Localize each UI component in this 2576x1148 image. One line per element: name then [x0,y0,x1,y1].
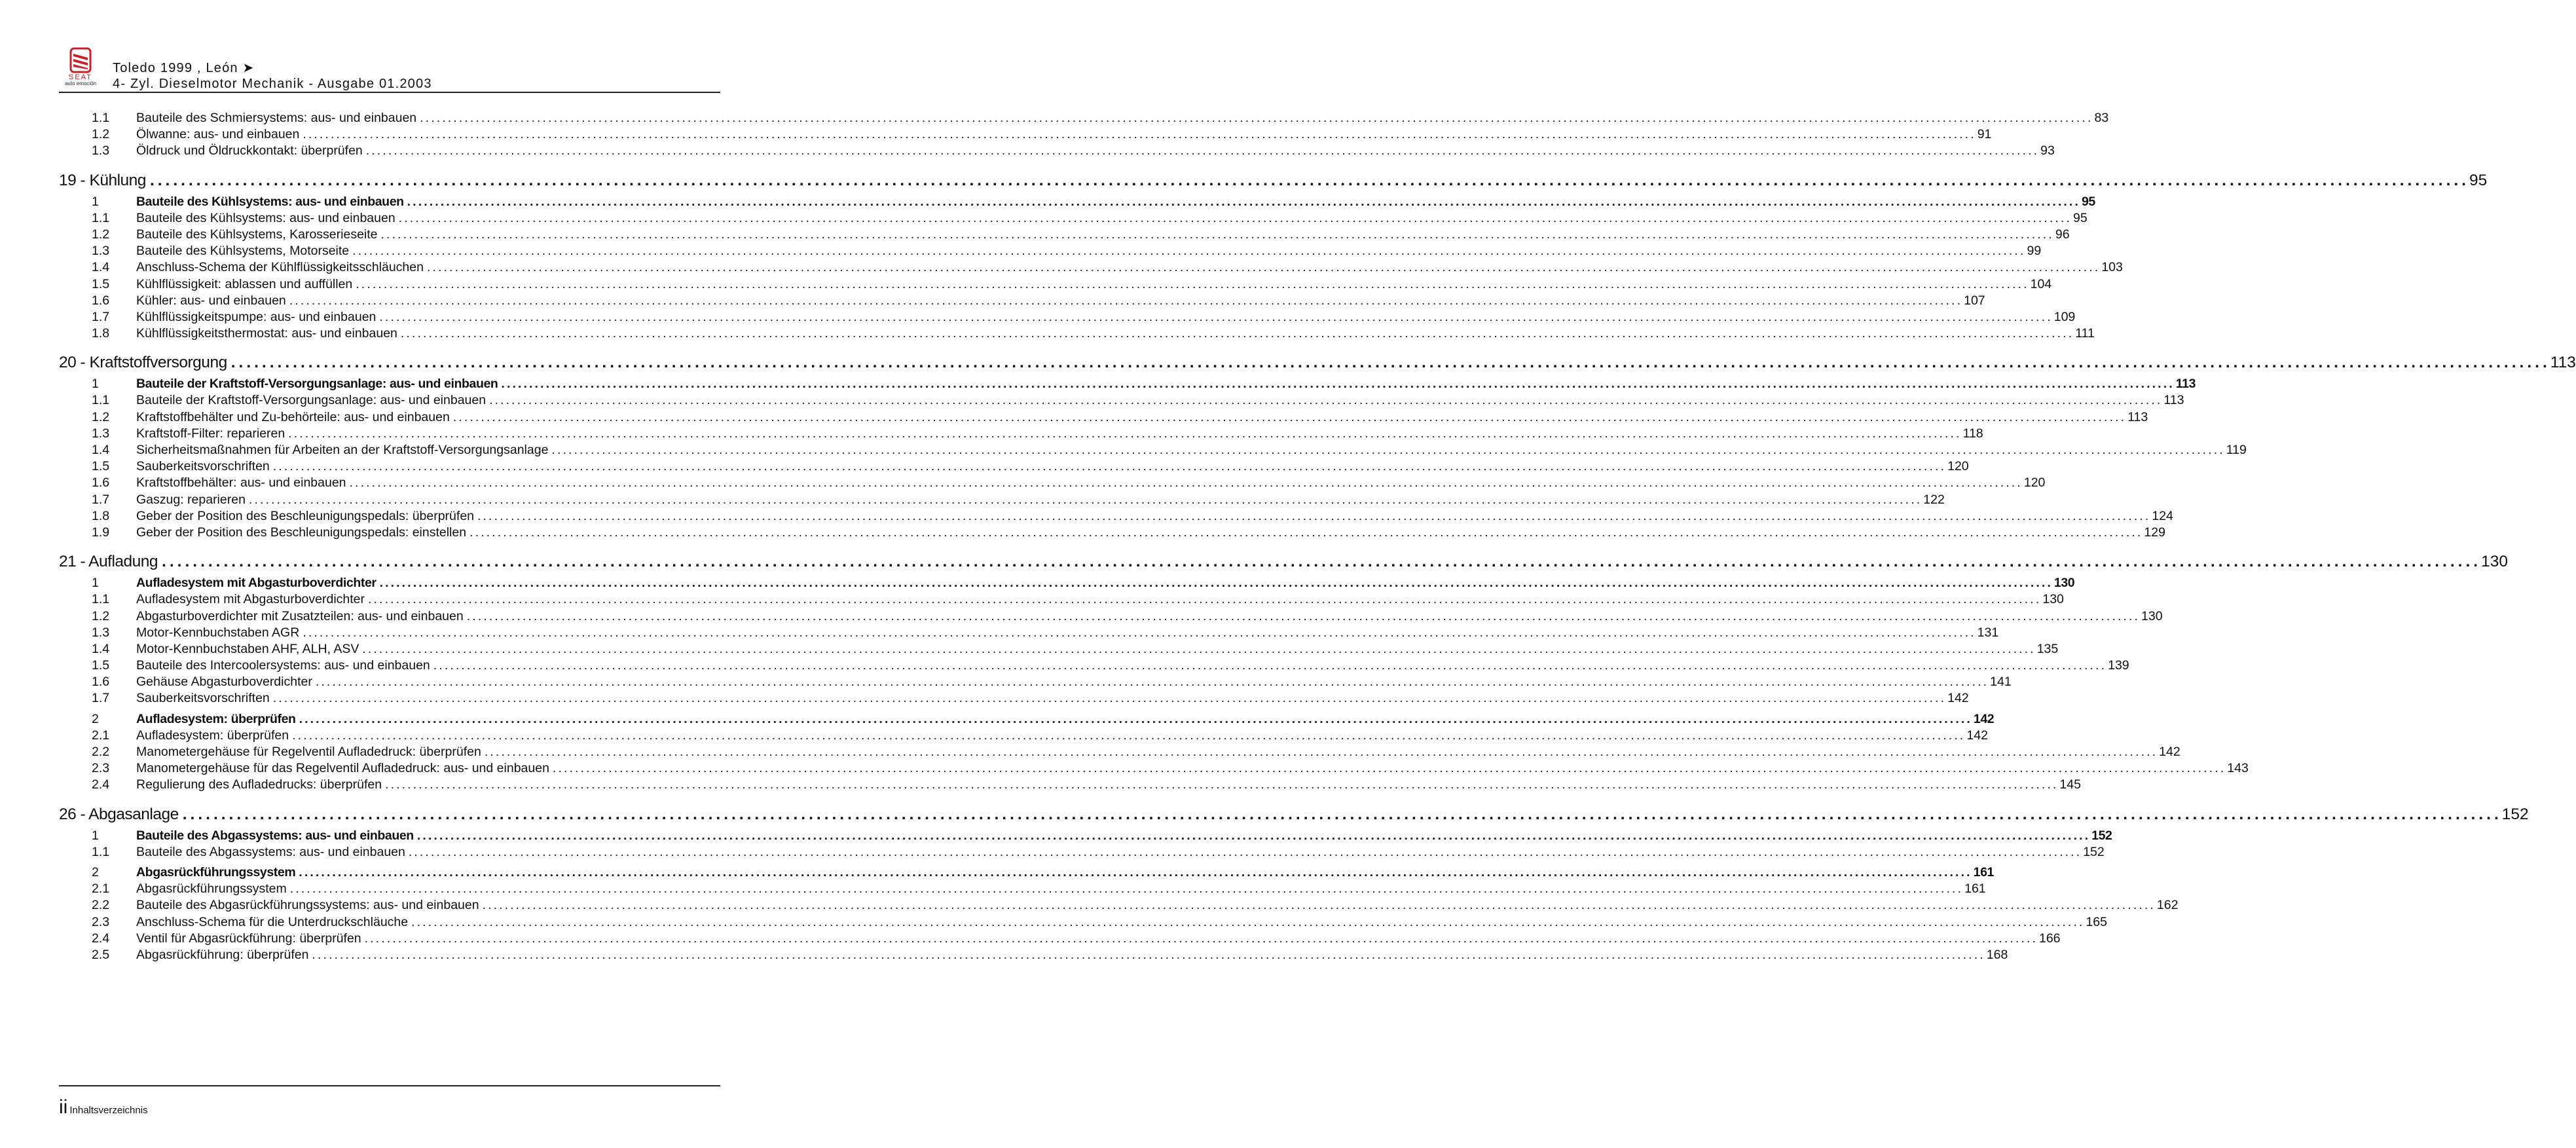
footer-divider [59,1085,720,1086]
toc-chapter-heading[interactable] [59,353,2576,373]
entry-title: Aufladesystem: überprüfen [136,728,289,743]
entry-number: 2.4 [92,777,110,792]
toc-entry[interactable] [59,690,1969,707]
page-ref: 113 [2127,409,2148,424]
svg-text:auto emoción: auto emoción [64,81,97,86]
page-ref: 83 [2094,111,2109,125]
entry-title: Aufladesystem mit Abgasturboverdichter [136,592,365,607]
page-ref: 111 [2075,326,2095,341]
page-ref: 130 [2481,553,2508,571]
entry-number: 1.1 [92,210,110,225]
dot-leader: ............................................................................................................................................................................................................................................................................................................ [489,393,2163,408]
page-ref: 95 [2073,210,2088,225]
entry-title: Gaszug: reparieren [136,492,246,507]
chapter-title: 19 - Kühlung [59,171,146,189]
entry-number: 1.1 [92,393,110,408]
entry-title: Bauteile des Kühlsystems, Motorseite [136,244,350,259]
entry-number: 1.6 [92,475,110,491]
entry-number: 1.9 [92,525,110,540]
entry-title: Bauteile der Kraftstoff-Versorgungsanlage: aus- und einbauen [136,393,487,408]
page-ref: 104 [2030,276,2052,291]
chapter-title: 21 - Aufladung [59,553,158,571]
dot-leader: ............................................................................................................................................................................................................................................................................................................ [466,608,2141,623]
page-ref: 131 [1977,625,1999,640]
entry-title: Manometergehäuse für das Regelventil Aufladedruck: aus- und einbauen [136,761,549,776]
page-ref: 107 [1964,293,1985,308]
entry-title: Bauteile des Intercoolersystems: aus- und einbauen [136,658,430,673]
entry-number: 1.5 [92,459,110,474]
toc-entry[interactable] [59,931,2061,947]
toc-entry[interactable] [59,844,2105,861]
entry-title: Motor-Kennbuchstaben AGR [136,625,300,640]
page-ref: 166 [2038,931,2061,946]
toc-entry[interactable] [59,864,1994,881]
page-ref: 95 [2469,171,2488,189]
entry-title: Kühlflüssigkeitsthermostat: aus- und einbauen [136,326,397,341]
entry-number: 1.1 [92,111,110,125]
dot-leader: ............................................................................................................................................................................................................................................................................................................ [365,143,2040,158]
page-ref: 142 [1966,728,1988,743]
chapter-title: 26 - Abgasanlage [59,805,179,823]
entry-title: Aufladesystem mit Abgasturboverdichter [136,576,377,591]
entry-number: 1.2 [92,608,110,623]
page-ref: 135 [2036,641,2059,656]
page-ref: 168 [1986,947,2008,962]
entry-title: Gehäuse Abgasturboverdichter [136,675,312,690]
toc-entry[interactable] [59,194,2095,210]
page-ref: 165 [2086,914,2107,929]
dot-leader: ............................................................................................................................................................................................................................................................................................................ [248,492,1923,507]
entry-number: 1.3 [92,625,110,640]
dot-leader: ............................................................................................................................................................................................................................................................................................................ [400,326,2074,341]
page-ref: 120 [1947,459,1969,474]
dot-leader: ............................................................................................................................................................................................................................................................................................................ [352,244,2026,259]
page-ref: 129 [2144,525,2165,540]
dot-leader: ............................................................................................................................................................................................................................................................................................................ [379,576,2053,591]
page-ref: 152 [2091,828,2112,843]
toc-entry[interactable] [59,492,1945,508]
footer [59,1096,148,1119]
entry-title: Abgasrückführung: überprüfen [136,947,309,962]
toc-entry[interactable] [59,657,2129,674]
page-ref: 99 [2027,244,2042,259]
entry-title: Motor-Kennbuchstaben AHF, ALH, ASV [136,641,359,656]
toc-entry[interactable] [59,409,2148,426]
entry-number: 2.4 [92,931,110,946]
entry-title: Öldruck und Öldruckkontakt: überprüfen [136,143,363,158]
entry-title: Sauberkeitsvorschriften [136,459,270,474]
page-ref: 119 [2226,443,2247,457]
entry-title: Kraftstoff-Filter: reparieren [136,426,285,441]
dot-leader: ............................................................................................................................................................................................................................................................................................................ [230,354,2550,372]
toc-entry[interactable] [59,525,2165,541]
page-ref: 130 [2042,592,2064,607]
page-ref: 161 [1973,864,1994,880]
entry-title: Kühler: aus- und einbauen [136,293,286,308]
dot-leader: ............................................................................................................................................................................................................................................................................................................ [364,931,2038,946]
dot-leader: ............................................................................................................................................................................................................................................................................................................ [292,728,1966,743]
toc-chapter-heading[interactable] [59,171,2488,191]
toc-entry[interactable] [59,376,2196,392]
dot-leader: ............................................................................................................................................................................................................................................................................................................ [368,592,2042,607]
page-ref: 142 [1973,711,1995,726]
toc-entry[interactable] [59,777,2081,793]
entry-title: Kühlflüssigkeitspumpe: aus- und einbauen [136,309,377,324]
dot-leader: ............................................................................................................................................................................................................................................................................................................ [182,805,2502,823]
entry-title: Sicherheitsmaßnahmen für Arbeiten an der Kraftstoff-Versorgungsanlage [136,443,549,457]
page-ref: 145 [2059,777,2081,792]
dot-leader: ............................................................................................................................................................................................................................................................................................................ [501,377,2175,392]
entry-number: 1.6 [92,293,110,308]
entry-title: Kraftstoffbehälter: aus- und einbauen [136,475,346,491]
page-ref: 124 [2152,508,2173,523]
dot-leader: ............................................................................................................................................................................................................................................................................................................ [433,658,2107,673]
entry-title: Bauteile des Abgasrückführungssystems: aus- und einbauen [136,898,479,913]
toc-entry[interactable] [59,276,2052,293]
page-number: ii [59,1096,68,1118]
page-ref: 161 [1964,881,1986,897]
toc-entry[interactable] [59,897,2179,914]
toc-entry[interactable] [59,243,2042,259]
chapter-title: 20 - Kraftstoffversorgung [59,354,227,372]
entry-number: 1.2 [92,227,110,242]
header-divider [59,92,720,93]
toc-entry[interactable] [59,625,1999,641]
entry-number: 1.6 [92,675,110,690]
dot-leader: ............................................................................................................................................................................................................................................................................................................ [299,864,1972,880]
toc-entry[interactable] [59,458,1969,475]
entry-number: 1.5 [92,276,110,291]
page-ref: 152 [2501,805,2529,823]
entry-title: Anschluss-Schema für die Unterdruckschläuche [136,914,409,929]
entry-number: 1.2 [92,409,110,424]
entry-title: Geber der Position des Beschleunigungspedals: überprüfen [136,508,475,523]
page-ref: 130 [2053,576,2075,591]
entry-title: Aufladesystem: überprüfen [136,711,296,726]
entry-title: Anschluss-Schema der Kühlflüssigkeitsschläuchen [136,260,424,275]
dot-leader: ............................................................................................................................................................................................................................................................................................................ [380,227,2054,242]
dot-leader: ............................................................................................................................................................................................................................................................................................................ [379,309,2053,324]
dot-leader: ............................................................................................................................................................................................................................................................................................................ [149,171,2470,189]
dot-leader: ............................................................................................................................................................................................................................................................................................................ [272,459,1947,474]
entry-number: 1 [92,194,99,209]
dot-leader: ............................................................................................................................................................................................................................................................................................................ [398,210,2072,225]
entry-number: 2.1 [92,728,110,743]
entry-number: 2 [92,864,99,880]
entry-title: Regulierung des Aufladedrucks: überprüfen [136,777,382,792]
toc-entry[interactable] [59,475,2046,491]
toc-entry[interactable] [59,508,2173,525]
toc-entry[interactable] [59,760,2249,777]
entry-number: 1.1 [92,592,110,607]
toc-entry[interactable] [59,442,2247,458]
page-ref: 122 [1923,492,1945,507]
seat-logo [60,47,101,86]
page-ref: 93 [2040,143,2055,158]
dot-leader: ............................................................................................................................................................................................................................................................................................................ [312,947,1985,962]
toc-entry[interactable] [59,711,1995,728]
dot-leader: ............................................................................................................................................................................................................................................................................................................ [420,111,2093,125]
entry-number: 1 [92,828,99,843]
page-ref: 142 [2159,745,2180,759]
dot-leader: ............................................................................................................................................................................................................................................................................................................ [477,508,2151,523]
toc-entry[interactable] [59,110,2109,126]
dot-leader: ............................................................................................................................................................................................................................................................................................................ [411,914,2085,929]
dot-leader: ............................................................................................................................................................................................................................................................................................................ [299,711,1972,726]
header-title: Toledo 1999 , León ➤ [113,61,255,75]
entry-title: Ölwanne: aus- und einbauen [136,127,300,142]
toc-entry[interactable] [59,674,2012,690]
toc-entry[interactable] [59,947,2008,963]
entry-number: 2.3 [92,761,110,776]
dot-leader: ............................................................................................................................................................................................................................................................................................................ [272,691,1947,706]
page-ref: 162 [2156,898,2179,913]
page-ref: 103 [2101,260,2123,275]
dot-leader: ............................................................................................................................................................................................................................................................................................................ [407,194,2080,209]
toc-entry[interactable] [59,259,2123,276]
entry-number: 1.7 [92,492,110,507]
toc-entry[interactable] [59,325,2095,342]
toc-entry[interactable] [59,575,2075,591]
entry-title: Bauteile des Abgassystems: aus- und einbauen [136,828,414,843]
dot-leader: ............................................................................................................................................................................................................................................................................................................ [289,293,1963,308]
dot-leader: ............................................................................................................................................................................................................................................................................................................ [303,625,1976,640]
page-ref: 130 [2141,608,2163,623]
entry-number: 1.1 [92,844,110,859]
entry-number: 1.3 [92,426,110,441]
entry-title: Bauteile des Schmiersystems: aus- und einbauen [136,111,417,125]
toc-entry[interactable] [59,143,2055,159]
dot-leader: ............................................................................................................................................................................................................................................................................................................ [356,276,2029,291]
page-ref: 141 [1990,675,2012,690]
page-ref: 109 [2053,309,2076,324]
page-ref: 120 [2023,475,2046,491]
entry-number: 1.2 [92,127,110,142]
entry-number: 1.5 [92,658,110,673]
toc-entry[interactable] [59,126,1992,143]
dot-leader: ............................................................................................................................................................................................................................................................................................................ [362,641,2036,656]
dot-leader: ............................................................................................................................................................................................................................................................................................................ [288,426,1962,441]
page-ref: 91 [1977,127,1992,142]
entry-number: 1.8 [92,508,110,523]
entry-number: 2.2 [92,898,110,913]
page-ref: 118 [1962,426,1983,441]
entry-number: 1.4 [92,443,110,457]
page-ref: 113 [2163,393,2184,408]
dot-leader: ............................................................................................................................................................................................................................................................................................................ [408,844,2082,859]
entry-number: 2.5 [92,947,110,962]
toc-entry[interactable] [59,309,2076,325]
entry-number: 1 [92,377,99,392]
entry-number: 2.1 [92,881,110,897]
entry-title: Kühlflüssigkeit: ablassen und auffüllen [136,276,353,291]
page-ref: 142 [1947,691,1969,706]
entry-number: 1 [92,576,99,591]
toc-entry[interactable] [59,426,1983,442]
toc-entry[interactable] [59,881,1986,897]
dot-leader: ............................................................................................................................................................................................................................................................................................................ [482,898,2156,913]
toc-entry[interactable] [59,293,1985,309]
toc-chapter-heading[interactable] [59,552,2508,572]
dot-leader: ............................................................................................................................................................................................................................................................................................................ [349,475,2023,491]
entry-title: Bauteile des Kühlsystems, Karosserieseite [136,227,378,242]
table-of-contents [59,110,2576,963]
entry-number: 1.8 [92,326,110,341]
toc-entry[interactable] [59,641,2059,657]
entry-title: Abgasrückführungssystem [136,864,296,880]
dot-leader: ............................................................................................................................................................................................................................................................................................................ [289,881,1964,897]
entry-title: Abgasrückführungssystem [136,881,287,897]
entry-number: 2.3 [92,914,110,929]
entry-title: Bauteile des Abgassystems: aus- und einbauen [136,844,405,859]
entry-number: 1.4 [92,260,110,275]
entry-number: 2.2 [92,745,110,759]
entry-title: Bauteile der Kraftstoff-Versorgungsanlage: aus- und einbauen [136,377,498,392]
toc-entry[interactable] [59,744,2180,760]
entry-number: 1.4 [92,641,110,656]
page-ref: 139 [2108,658,2129,673]
header-subtitle: 4- Zyl. Dieselmotor Mechanik - Ausgabe 01.2003 [113,77,432,91]
entry-title: Manometergehäuse für Regelventil Aufladedruck: überprüfen [136,745,481,759]
entry-title: Sauberkeitsvorschriften [136,691,270,706]
dot-leader: ............................................................................................................................................................................................................................................................................................................ [552,761,2226,776]
dot-leader: ............................................................................................................................................................................................................................................................................................................ [315,675,1989,690]
toc-entry[interactable] [59,392,2184,409]
toc-entry[interactable] [59,608,2163,625]
page-ref: 113 [2550,354,2576,372]
entry-title: Kraftstoffbehälter und Zu-behörteile: aus- und einbauen [136,409,450,424]
page-ref: 96 [2055,227,2070,242]
toc-entry[interactable] [59,591,2064,608]
toc-entry[interactable] [59,828,2112,844]
entry-title: Geber der Position des Beschleunigungspedals: einstellen [136,525,467,540]
dot-leader: ............................................................................................................................................................................................................................................................................................................ [484,745,2158,759]
entry-number: 2 [92,711,99,726]
dot-leader: ............................................................................................................................................................................................................................................................................................................ [385,777,2059,792]
svg-text:SEAT: SEAT [69,73,92,81]
entry-title: Bauteile des Kühlsystems: aus- und einbauen [136,194,404,209]
dot-leader: ............................................................................................................................................................................................................................................................................................................ [469,525,2143,540]
toc-entry[interactable] [59,227,2070,243]
toc-entry[interactable] [59,210,2088,227]
toc-entry[interactable] [59,914,2107,931]
dot-leader: ............................................................................................................................................................................................................................................................................................................ [162,553,2482,571]
entry-number: 1.7 [92,309,110,324]
page-ref: 113 [2175,377,2196,392]
entry-number: 1.3 [92,244,110,259]
entry-number: 1.7 [92,691,110,706]
toc-chapter-heading[interactable] [59,805,2529,824]
dot-leader: ............................................................................................................................................................................................................................................................................................................ [426,260,2101,275]
dot-leader: ............................................................................................................................................................................................................................................................................................................ [551,443,2225,457]
footer-label: Inhaltsverzeichnis [69,1105,148,1116]
page-ref: 152 [2083,844,2105,859]
dot-leader: ............................................................................................................................................................................................................................................................................................................ [303,127,1976,142]
entry-number: 1.3 [92,143,110,158]
dot-leader: ............................................................................................................................................................................................................................................................................................................ [452,409,2127,424]
entry-title: Abgasturboverdichter mit Zusatzteilen: aus- und einbauen [136,608,464,623]
entry-title: Bauteile des Kühlsystems: aus- und einbauen [136,210,396,225]
page-ref: 95 [2081,194,2095,209]
dot-leader: ............................................................................................................................................................................................................................................................................................................ [416,828,2091,843]
page-ref: 143 [2227,761,2249,776]
toc-entry[interactable] [59,728,1988,744]
entry-title: Ventil für Abgasrückführung: überprüfen [136,931,361,946]
